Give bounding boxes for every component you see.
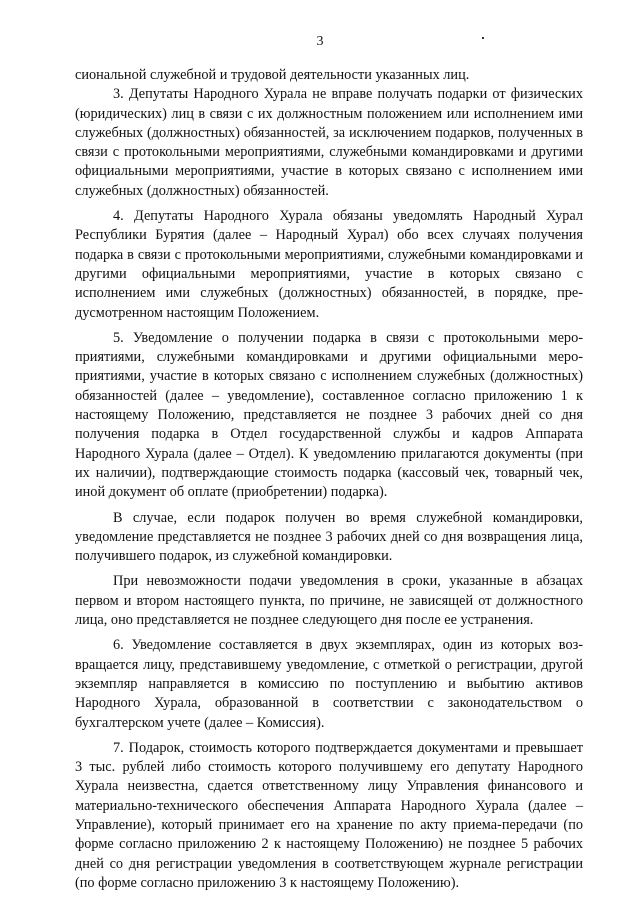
paragraph-item-3: 3. Депутаты Народного Хурала не вправе получать подарки от физических (юридических) лиц в связи с их должностным положением или исполнением ими служебных (должностных) обязанностей, за исключением подарков, полученных в связи с протокольными мероприятиями, служебными командировками и другими официальными мероприятиями, участие в которых связано с исполнением ими служебных (должностных) обязанностей. — [75, 86, 583, 199]
paragraph-item-5: 5. Уведомление о получении подарка в связи с протокольными мероприятиями, служебными командировками и другими официальными мероприятиями, участие в которых связано с исполнением служебных (должностных) обязанностей (далее – уведомление), составленное согласно приложению 1 к настоящему Положению, представляется не позднее 3 рабочих дней со дня получения подарка в Отдел государственной службы и кадров Аппарата Народного Хурала (далее – Отдел). К уведомлению прилагаются документы (при их наличии), подтверждающие стоимость подарка (кассовый чек, товарный чек, иной документ об оплате (приобретении) подарка). — [75, 329, 583, 501]
paragraph-item-4: 4. Депутаты Народного Хурала обязаны уведомлять Народный Хурал Республики Бурятия (далее – Народный Хурал) обо всех случаях получения подарка в связи с протокольными мероприятиями, служебными командировками и другими официальными мероприятиями, участие в которых связано с исполнением ими служебных (должностных) обязанностей, в порядке, предусмотренном настоящим Положением. — [75, 208, 583, 321]
paragraph-continuation: сиональной служебной и трудовой деятельности указанных лиц. — [75, 67, 470, 83]
paragraph-item-6: 6. Уведомление составляется в двух экземплярах, один из которых возвращается лицу, представившему уведомление, с отметкой о регистрации, другой экземпляр направляется в комиссию по поступлению и выбытию активов Народного Хурала, образованной в соответствии с законодательством о бухгалтерском учете (далее – Комиссия). — [75, 637, 583, 731]
page-number: 3 — [316, 34, 324, 49]
paragraph-item-7: 7. Подарок, стоимость которого подтверждается документами и превышает 3 тыс. рублей либо стоимость которого получившему его депутату Народного Хурала неизвестна, сдается ответственному лицу Управления финансового и материально-технического обеспечения Аппарата Народного Хурала (далее – Управление), который принимает его на хранение по акту приема-передачи (по форме согласно приложению 2 к настоящему Положению) не позднее 5 рабочих дней со дня регистрации уведомления в соответствующем журнале регистрации (по форме согласно приложению 3 к настоящему Положению). — [75, 739, 583, 891]
paragraph-item-5-business-trip: В случае, если подарок получен во время служебной командировки, уведомление представляется не позднее 3 рабочих дней со дня возвращения лица, получившего подарок, из служебной командировки. — [75, 509, 583, 565]
document-body — [75, 66, 583, 893]
scan-speck — [482, 37, 484, 39]
paragraph-item-5-impossibility: При невозможности подачи уведомления в сроки, указанные в абзацах первом и втором настоящего пункта, по причине, не зависящей от должностного лица, оно представляется не позднее следующего дня после ее устранения. — [75, 573, 583, 629]
